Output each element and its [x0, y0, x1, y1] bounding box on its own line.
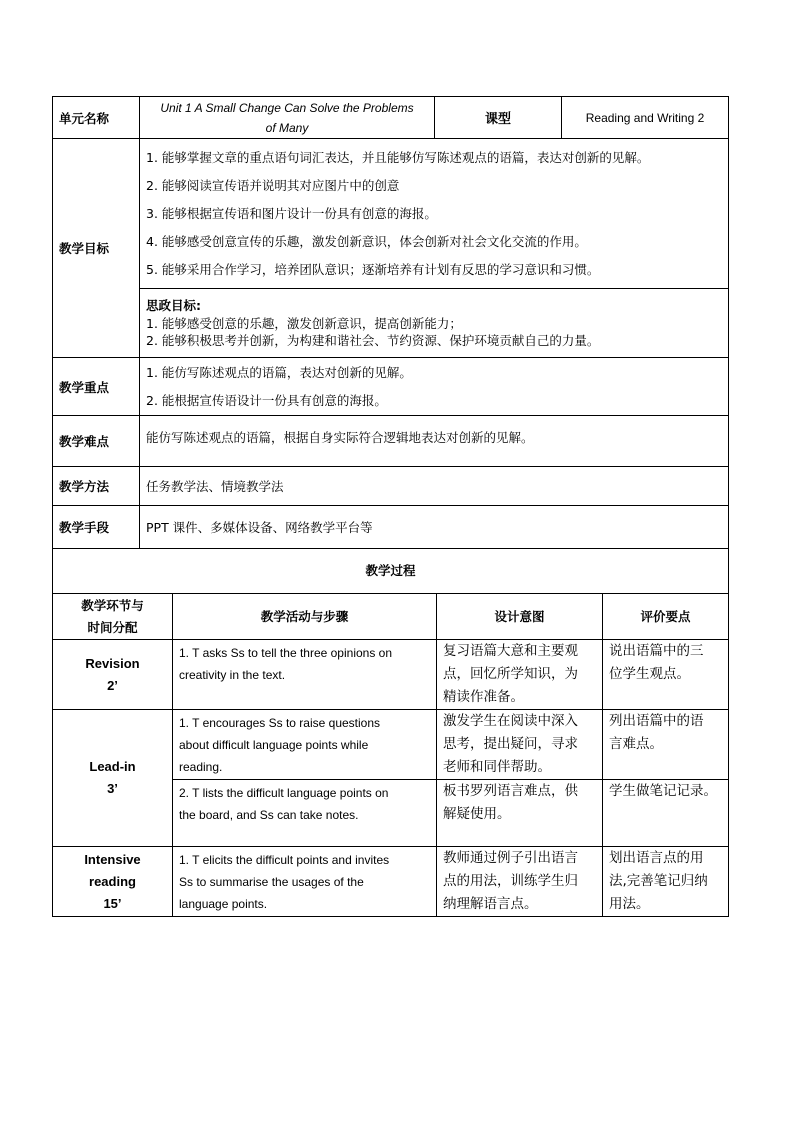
- evaluation-line: 说出语篇中的三: [609, 643, 704, 659]
- evaluation-line: 法,完善笔记归纳: [609, 873, 708, 889]
- goals-label: 教学目标: [53, 139, 140, 358]
- sizheng-cell: [140, 289, 729, 358]
- lesson-info-table: [52, 96, 729, 594]
- intent-line: 教师通过例子引出语言: [443, 850, 578, 866]
- lesson-type-value: Reading and Writing 2: [562, 97, 729, 139]
- intent-line: 纳理解语言点。: [443, 896, 538, 912]
- difficulties-text: 能仿写陈述观点的语篇，根据自身实际符合逻辑地表达对创新的见解。: [140, 416, 729, 467]
- intent-header: 设计意图: [437, 594, 603, 640]
- intent-cell: [437, 780, 603, 847]
- intent-line: 复习语篇大意和主要观: [443, 643, 578, 659]
- activity-line: creativity in the text.: [179, 668, 286, 682]
- lesson-type-label: 课型: [435, 97, 562, 139]
- process-table: [52, 593, 729, 917]
- unit-name-label: 单元名称: [53, 97, 140, 139]
- intent-line: 点，回忆所学知识，为: [443, 666, 578, 682]
- sizheng-title: 思政目标:: [146, 298, 201, 313]
- evaluation-line: 用法。: [609, 896, 650, 912]
- key-points-cell: [140, 358, 729, 416]
- evaluation-line: 言难点。: [609, 736, 663, 752]
- stage-time: 3’: [107, 781, 118, 796]
- stage-name: Revision: [85, 655, 140, 671]
- difficulties-label: 教学难点: [53, 416, 140, 467]
- activity-cell: [173, 710, 437, 780]
- stage-name: Lead-in: [89, 759, 136, 774]
- process-title: 教学过程: [53, 549, 729, 594]
- intent-line: 精读作准备。: [443, 689, 524, 705]
- goals-cell: [140, 139, 729, 289]
- intent-line: 解疑使用。: [443, 806, 511, 822]
- stage-name: reading: [89, 873, 136, 889]
- unit-title: [140, 97, 435, 139]
- evaluation-line: 位学生观点。: [609, 666, 690, 682]
- activity-line: the board, and Ss can take notes.: [179, 808, 359, 822]
- unit-title-line2: of Many: [265, 120, 309, 135]
- intent-line: 激发学生在阅读中深入: [443, 713, 578, 729]
- evaluation-cell: [603, 847, 729, 917]
- goal-item: 2. 能够阅读宣传语并说明其对应图片中的创意: [146, 177, 400, 193]
- stage-header-line1: 教学环节与: [81, 597, 144, 613]
- intent-cell: [437, 640, 603, 710]
- stage-time: 15’: [103, 895, 122, 911]
- methods-text: 任务教学法、情境教学法: [140, 467, 729, 506]
- unit-title-line1: Unit 1 A Small Change Can Solve the Problems: [160, 100, 414, 115]
- evaluation-cell: [603, 780, 729, 847]
- intent-line: 老师和同伴帮助。: [443, 759, 551, 775]
- goals-list: [146, 144, 728, 284]
- stage-name: Intensive: [84, 851, 141, 867]
- sizheng-item: 2. 能够积极思考并创新，为构建和谐社会、节约资源、保护环境贡献自己的力量。: [146, 333, 600, 348]
- evaluation-line: 划出语言点的用: [609, 850, 704, 866]
- activity-line: 1. T elicits the difficult points and invites: [179, 853, 390, 867]
- key-point-item: 2. 能根据宣传语设计一份具有创意的海报。: [146, 392, 387, 408]
- intent-cell: [437, 710, 603, 780]
- activity-line: 2. T lists the difficult language points on: [179, 786, 389, 800]
- intent-line: 板书罗列语言难点，供: [443, 783, 578, 799]
- activity-line: 1. T encourages Ss to raise questions: [179, 716, 381, 730]
- evaluation-cell: [603, 640, 729, 710]
- evaluation-line: 列出语篇中的语: [609, 713, 704, 729]
- activity-line: 1. T asks Ss to tell the three opinions on: [179, 646, 393, 660]
- activity-cell: [173, 780, 437, 847]
- activity-cell: [173, 640, 437, 710]
- activity-line: language points.: [179, 897, 268, 911]
- intent-line: 思考，提出疑问，寻求: [443, 736, 578, 752]
- evaluation-line: 学生做笔记记录。: [609, 783, 717, 799]
- goal-item: 3. 能够根据宣传语和图片设计一份具有创意的海报。: [146, 205, 437, 221]
- sizheng-item: 1. 能够感受创意的乐趣，激发创新意识，提高创新能力；: [146, 316, 462, 331]
- activity-line: Ss to summarise the usages of the: [179, 875, 364, 889]
- methods-label: 教学方法: [53, 467, 140, 506]
- means-text: PPT 课件、多媒体设备、网络教学平台等: [140, 506, 729, 549]
- evaluation-cell: [603, 710, 729, 780]
- stage-header: [53, 594, 173, 640]
- intent-cell: [437, 847, 603, 917]
- means-label: 教学手段: [53, 506, 140, 549]
- stage-header-line2: 时间分配: [87, 619, 138, 635]
- activity-line: reading.: [179, 760, 223, 774]
- key-points-label: 教学重点: [53, 358, 140, 416]
- activity-line: about difficult language points while: [179, 738, 369, 752]
- activity-cell: [173, 847, 437, 917]
- goal-item: 1. 能够掌握文章的重点语句词汇表达，并且能够仿写陈述观点的语篇，表达对创新的见解。: [146, 149, 650, 165]
- activity-header: 教学活动与步骤: [173, 594, 437, 640]
- key-point-item: 1. 能仿写陈述观点的语篇，表达对创新的见解。: [146, 364, 412, 380]
- goal-item: 5. 能够采用合作学习，培养团队意识；逐渐培养有计划有反思的学习意识和习惯。: [146, 261, 600, 277]
- evaluation-header: 评价要点: [603, 594, 729, 640]
- intent-line: 点的用法，训练学生归: [443, 873, 578, 889]
- stage-leadin: [53, 710, 173, 847]
- stage-time: 2’: [107, 677, 118, 693]
- stage-revision: [53, 640, 173, 710]
- stage-intensive-reading: [53, 847, 173, 917]
- goal-item: 4. 能够感受创意宣传的乐趣，激发创新意识，体会创新对社会文化交流的作用。: [146, 233, 587, 249]
